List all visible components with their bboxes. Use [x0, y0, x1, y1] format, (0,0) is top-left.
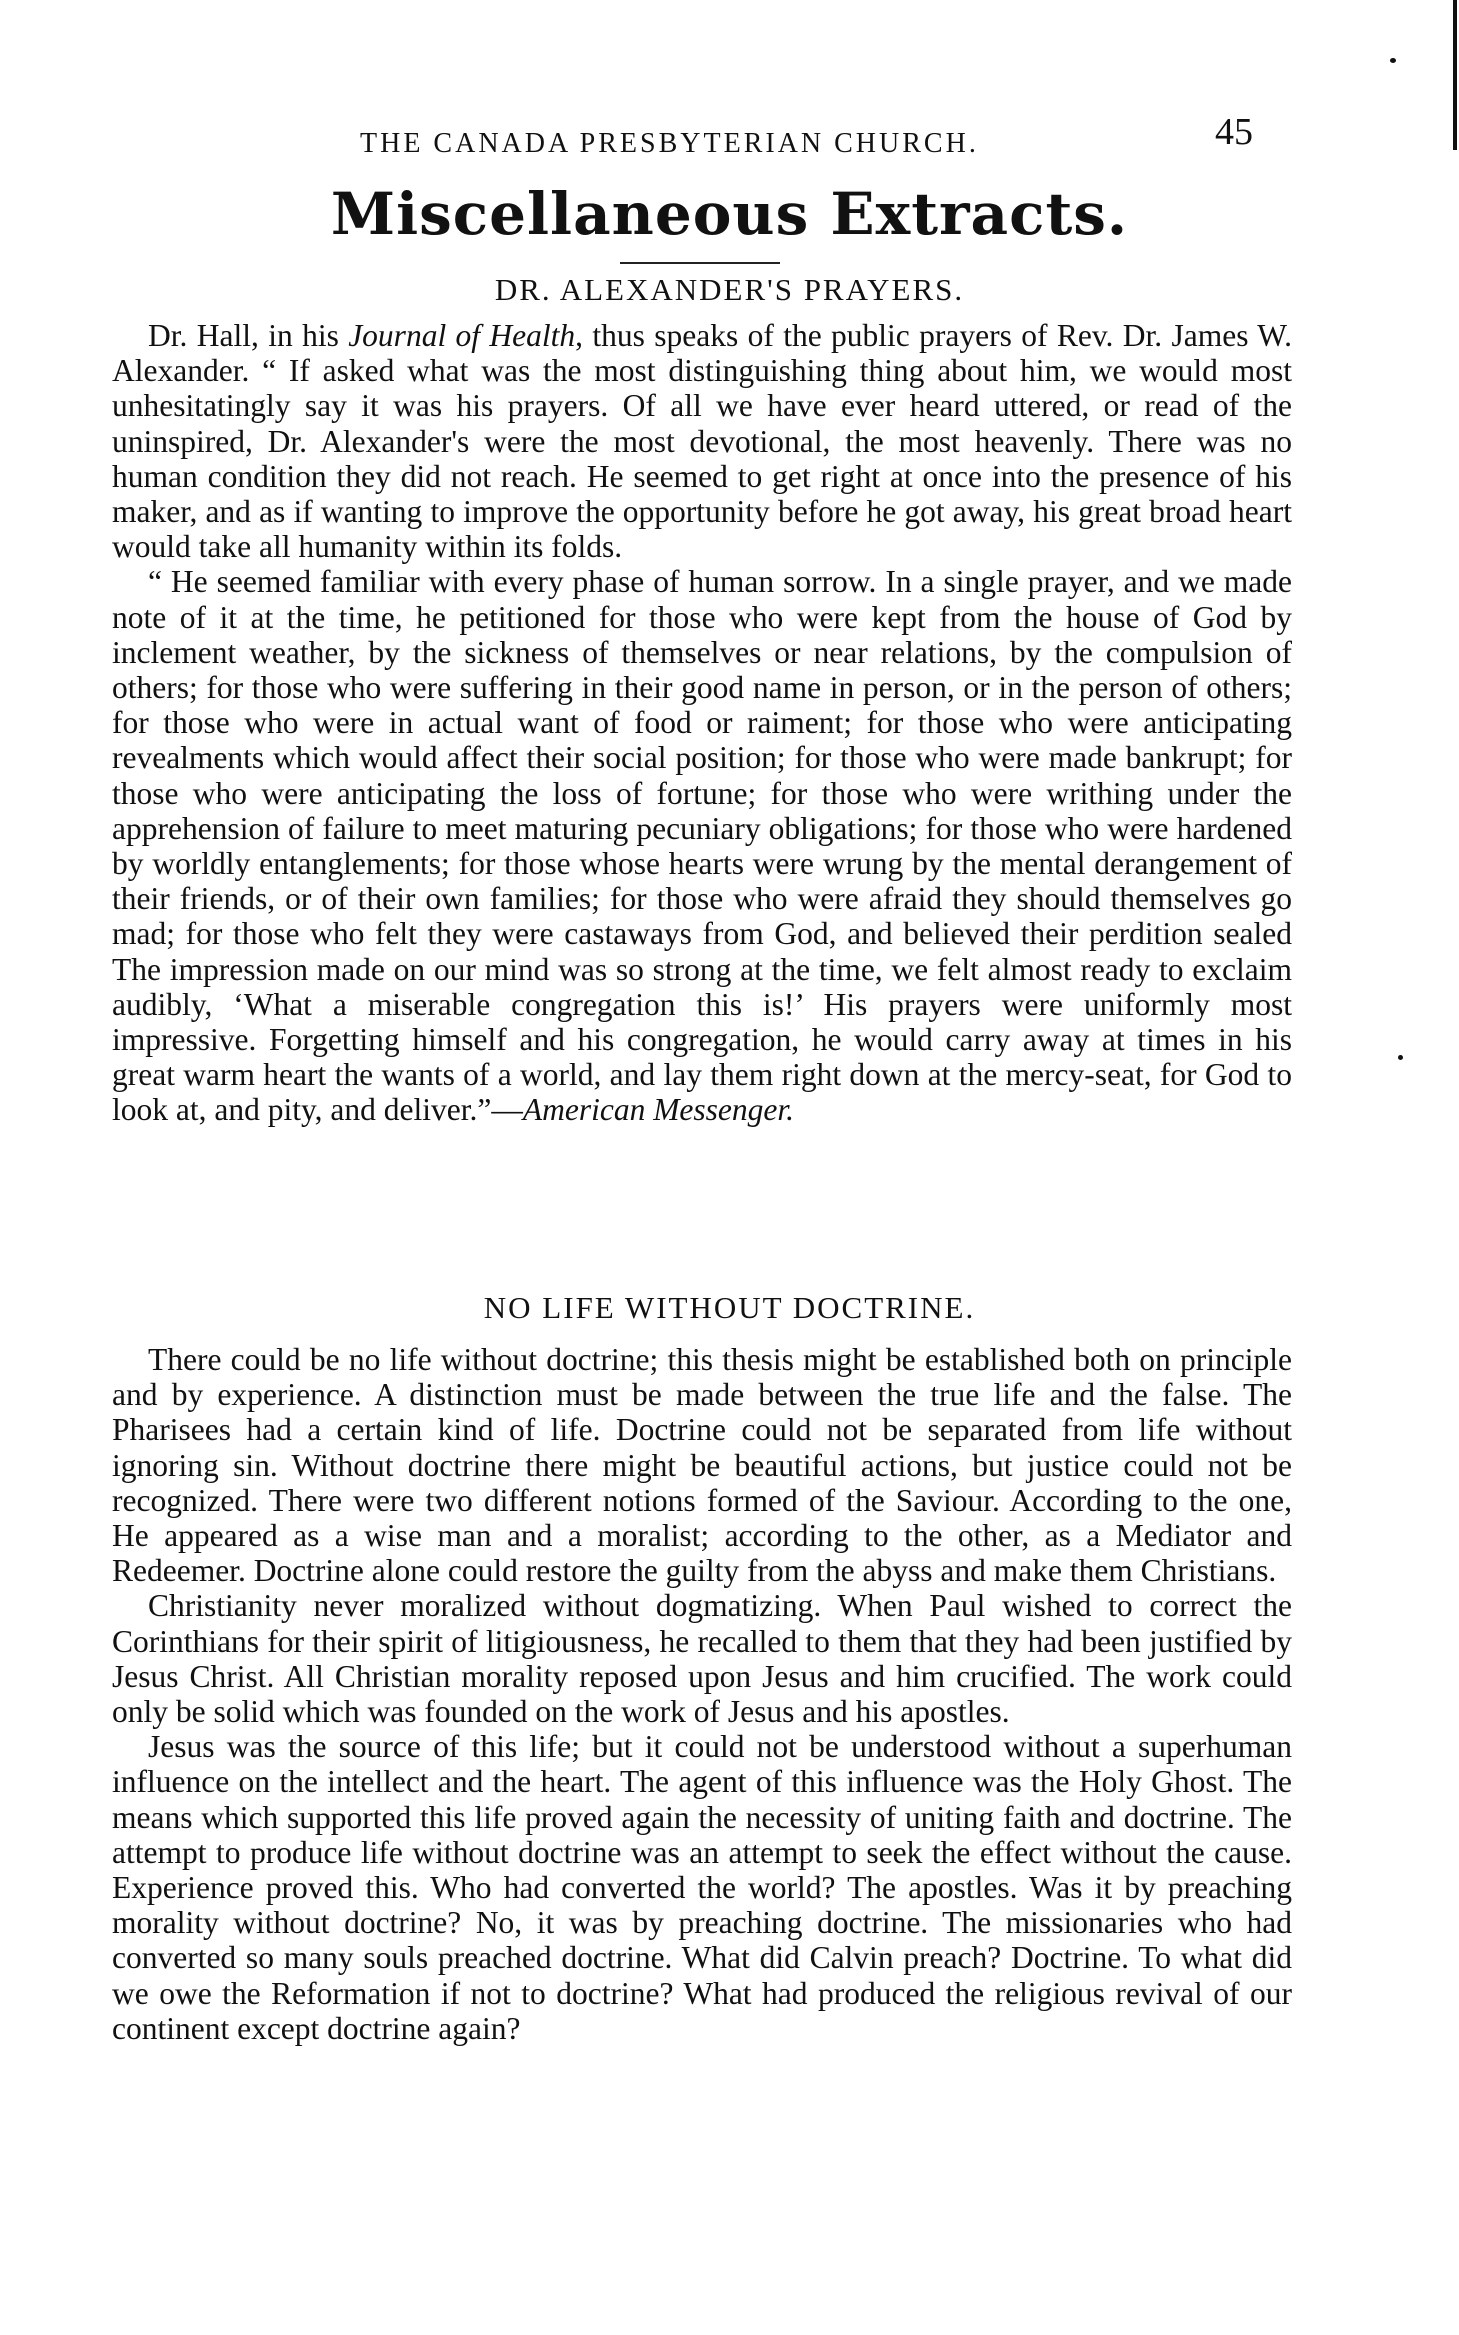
- article-paragraph: There could be no life without doctrine; this thesis might be established both on principle and by experience. A distinction must be made between the true life and the false. The Pharisees had a certain kind of life. Doctrine could not be separated from life without ignoring sin. Without doctrine there might be beautiful actions, but justice could not be recognized. There were two different notions formed of the Saviour. According to the one, He appeared as a wise man and a moralist; according to the other, as a Mediator and Redeemer. Doctrine alone could restore the guilty from the abyss and make them Christians.: [112, 1342, 1292, 1589]
- article-paragraph: Christianity never moralized without dogmatizing. When Paul wished to correct the Corinthians for their spirit of litigiousness, he recalled to them that they had been justified by Jesus Christ. All Christian morality reposed upon Jesus and him crucified. The work could only be solid which was founded on the work of Jesus and his apostles.: [112, 1588, 1292, 1730]
- article-alexanders-prayers: [112, 318, 1292, 1128]
- journal-title: Journal of Health: [348, 318, 576, 353]
- page-number: 45: [1215, 111, 1253, 153]
- title-rule: [620, 262, 780, 264]
- article-paragraph: [112, 318, 1292, 564]
- article-heading: DR. ALEXANDER'S PRAYERS.: [494, 272, 965, 307]
- article-paragraph: [112, 564, 1292, 1127]
- speck-mark: [1390, 58, 1396, 63]
- source-attribution: American Messenger.: [522, 1092, 795, 1128]
- paragraph-text: Dr. Hall, in his: [148, 318, 349, 353]
- running-head: THE CANADA PRESBYTERIAN CHURCH.: [360, 128, 979, 159]
- paragraph-text: “ He seemed familiar with every phase of human sorrow. In a single prayer, and we made note of it at the time, he petitioned for those who were kept from the house of God by inclement weather, by the sickness of themselves or near relations, by the compulsion of others; for those who were suffering in their good name in person, or in the person of others; for those who were in actual want of food or raiment; for those who were anticipating revealments which would affect their social position; for those who were made bankrupt; for those who were anticipating the loss of fortune; for those who were writhing under the apprehension of failure to meet maturing pecuniary obligations; for those who were hardened by worldly entanglements; for those whose hearts were wrung by the mental derangement of their friends, or of their own families; for those who were afraid they should themselves go mad; for those who felt they were castaways from God, and believed their perdition sealed The impression made on our mind was so strong at the time, we felt almost ready to exclaim audibly, ‘What a miserable congregation this is!’ His prayers were uniformly most impressive. Forgetting himself and his congregation, he would carry away at times in his great warm heart the wants of a world, and lay them right down at the mercy-seat, for God to look at, and pity, and deliver.”—: [112, 564, 1292, 1128]
- article-paragraph: Jesus was the source of this life; but it could not be understood without a superhuman influence on the intellect and the heart. The agent of this influence was the Holy Ghost. The means which supported this life proved again the necessity of uniting faith and doctrine. The attempt to produce life without doctrine was an attempt to seek the effect without the cause. Experience proved this. Who had converted the world? The apostles. Was it by preaching morality without doctrine? No, it was by preaching doctrine. The missionaries who had converted so many souls preached doctrine. What did Calvin preach? Doctrine. To what did we owe the Reformation if not to doctrine? What had produced the religious revival of our continent except doctrine again?: [112, 1729, 1292, 2046]
- page-edge-rule: [1453, 0, 1457, 150]
- paragraph-text: , thus speaks of the public prayers of Rev. Dr. James W. Alexander. “ If asked what was the most distinguishing thing about him, we would most unhesitatingly say it was his prayers. Of all we have ever heard uttered, or read of the uninspired, Dr. Alexander's were the most devotional, the most heavenly. There was no human condition they did not reach. He seemed to get right at once into the presence of his maker, and as if wanting to improve the opportunity before he got away, his great broad heart would take all humanity within its folds.: [112, 318, 1292, 565]
- article-no-life-without-doctrine: [112, 1342, 1292, 2046]
- speck-mark: [1398, 1055, 1403, 1060]
- article-heading: NO LIFE WITHOUT DOCTRINE.: [483, 1290, 976, 1325]
- section-title: Miscellaneous Extracts.: [330, 180, 1129, 248]
